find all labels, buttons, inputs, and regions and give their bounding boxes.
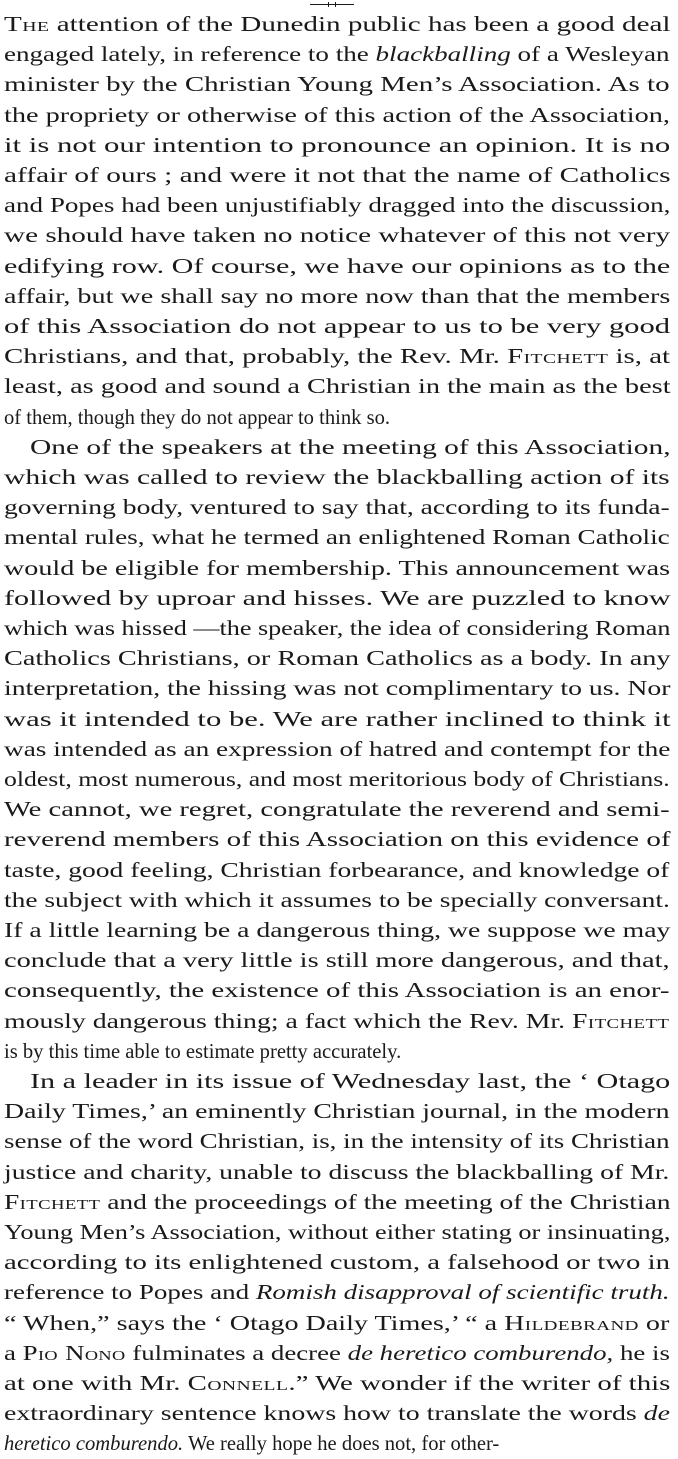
text-run: we should have taken no notice whatever of this not very [4, 225, 671, 248]
text-line [4, 191, 670, 221]
text-run: is, at [608, 346, 671, 369]
text-run: engaged lately, in reference to the [4, 44, 376, 67]
small-caps-name: Connell [187, 1373, 289, 1395]
text-line [4, 1339, 670, 1369]
small-caps-name: Fitchett [4, 1191, 101, 1214]
text-line [4, 1097, 670, 1127]
text-run: taste, good feeling, Christian forbearance, and knowledge of [4, 859, 670, 882]
text-line [4, 1188, 671, 1218]
text-run: reverend members of this Association on this evidence of [4, 829, 671, 852]
text-run: mental rules, what he termed an enlightened Roman Catholic [4, 527, 670, 550]
text-line [4, 644, 671, 674]
top-ornament [310, 2, 354, 8]
text-run: interpretation, the hissing was not complimentary to us. Nor [4, 678, 671, 701]
text-run: attention of the Dunedin public has been a good deal [49, 14, 671, 36]
small-caps-name: Pio Nono [22, 1342, 126, 1365]
text-run: minister by the Christian Young Men’s Association. As to [4, 74, 670, 97]
text-line [4, 161, 671, 191]
text-run: was it intended to be. We are rather inclined to think it [4, 708, 671, 731]
text-run: of them, though they do not appear to think so. [4, 406, 391, 429]
small-caps-name: Hildebrand [504, 1312, 639, 1335]
text-run: is by this time able to estimate pretty accurately. [4, 1040, 402, 1063]
text-run: One of the speakers at the meeting of this Association, [30, 436, 671, 459]
text-run: according to its enlightened custom, a falsehood or two in [4, 1252, 670, 1275]
text-line [4, 554, 670, 584]
text-run: of this Association do not appear to us to be very good [4, 316, 671, 338]
text-line [4, 584, 671, 614]
text-run: extraordinary sentence knows how to translate the words [4, 1403, 644, 1426]
text-run: least, as good and sound a Christian in the main as the best [4, 376, 671, 399]
text-line [4, 735, 670, 765]
text-run: We really hope he does not, for other- [183, 1433, 500, 1456]
text-run: oldest, most numerous, and most meritorious body of Christians. [4, 769, 670, 791]
text-line [4, 886, 670, 916]
text-line [4, 765, 670, 795]
text-line [4, 916, 670, 946]
text-line [4, 1429, 499, 1459]
italic-phrase: heretico comburendo. [4, 1433, 184, 1456]
text-run: was intended as an expression of hatred and contempt for the [4, 738, 671, 761]
text-run: which was hissed —the speaker, the idea of considering Roman [4, 618, 671, 640]
text-run: conclude that a very little is still more dangerous, and that, [4, 950, 670, 973]
text-line [4, 372, 671, 402]
text-line [4, 1248, 670, 1278]
text-line [4, 40, 670, 70]
text-run: and Popes had been unjustifiably dragged into the discussion, [4, 195, 671, 218]
text-line [4, 1037, 401, 1067]
text-run: “ When,” says the ‘ Otago Daily Times,’ “ a [4, 1312, 505, 1335]
text-run: affair, but we shall say no more now than that the members [4, 285, 671, 308]
text-line [4, 1127, 670, 1157]
text-run: edifying row. Of course, we have our opinions as to the [4, 255, 671, 278]
text-run: the propriety or otherwise of this action of the Association, [4, 104, 671, 127]
text-run: he is [613, 1342, 670, 1365]
text-line [30, 1067, 670, 1097]
text-run: of a Wesleyan [510, 44, 670, 67]
text-line [30, 433, 671, 463]
text-run: followed by uproar and hisses. We are puzzled to know [4, 587, 671, 610]
text-run: We cannot, we regret, congratulate the reverend and semi- [4, 799, 670, 822]
text-run: .” We wonder if the writer of this [288, 1373, 671, 1395]
text-line [4, 282, 670, 312]
text-line [4, 1007, 669, 1037]
text-run: Catholics Christians, or Roman Catholics as a body. In any [4, 648, 671, 671]
text-run: In a leader in its issue of Wednesday last, the ‘ Otago [30, 1071, 671, 1093]
text-run: consequently, the existence of this Association is an enor- [4, 980, 670, 1003]
text-run: Young Men’s Association, without either stating or insinuating, [4, 1222, 671, 1244]
text-line [4, 252, 670, 282]
text-run: reference to Popes and [4, 1282, 256, 1305]
text-line [4, 1158, 669, 1188]
text-run: and the proceedings of the meeting of the Christian [100, 1191, 671, 1214]
text-line [4, 795, 670, 825]
italic-phrase: de [643, 1403, 670, 1426]
italic-phrase: Romish disapproval of scientific truth. [255, 1282, 670, 1305]
text-line [4, 705, 671, 735]
text-line [4, 342, 670, 372]
text-line [4, 10, 671, 40]
text-line [4, 70, 670, 100]
text-line [4, 463, 670, 493]
small-caps-name: Fitchett [572, 1010, 670, 1033]
ornament-mark [328, 2, 336, 7]
text-run: which was called to review the blackballing action of its [4, 467, 670, 489]
text-line [4, 674, 670, 704]
text-run: would be eligible for membership. This announcement was [4, 557, 671, 580]
text-line [4, 976, 670, 1006]
text-run: it is not our intention to pronounce an opinion. It is no [4, 134, 671, 157]
text-line [4, 856, 669, 886]
text-line [4, 1309, 669, 1339]
text-line [4, 1369, 670, 1399]
text-run: a [4, 1342, 23, 1365]
text-line [4, 825, 671, 855]
text-run: affair of ours ; and were it not that the name of Catholics [4, 165, 671, 187]
text-run: mously dangerous thing; a fact which the Rev. Mr. [4, 1010, 573, 1033]
text-line [4, 131, 670, 161]
text-line [4, 221, 670, 251]
small-caps-name: The [4, 14, 50, 36]
text-line [4, 1218, 670, 1248]
text-run: If a little learning be a dangerous thing, we suppose we may [4, 920, 671, 942]
text-line [4, 312, 670, 342]
text-run: the subject with which it assumes to be specially conversant. [4, 889, 670, 912]
text-line [4, 523, 670, 553]
text-line [4, 946, 670, 976]
text-line [4, 1399, 670, 1429]
text-run: Christians, and that, probably, the Rev. Mr. [4, 346, 508, 369]
text-run: fulminates a decree [125, 1342, 348, 1365]
text-run: Daily Times,’ an eminently Christian journal, in the modern [4, 1101, 670, 1124]
text-line [4, 101, 670, 131]
italic-phrase: de heretico comburendo, [347, 1342, 614, 1365]
text-run: justice and charity, unable to discuss the blackballing of Mr. [4, 1161, 670, 1184]
text-line [4, 493, 670, 523]
text-line [4, 1278, 670, 1308]
text-line [4, 403, 390, 433]
text-run: at one with Mr. [4, 1373, 188, 1395]
text-line [4, 614, 670, 644]
text-run: sense of the word Christian, is, in the intensity of its Christian [4, 1131, 670, 1154]
text-run: governing body, ventured to say that, according to its funda- [4, 497, 670, 520]
italic-phrase: blackballing [375, 44, 511, 67]
small-caps-name: Fitchett [507, 346, 609, 369]
text-run: or [638, 1312, 670, 1335]
